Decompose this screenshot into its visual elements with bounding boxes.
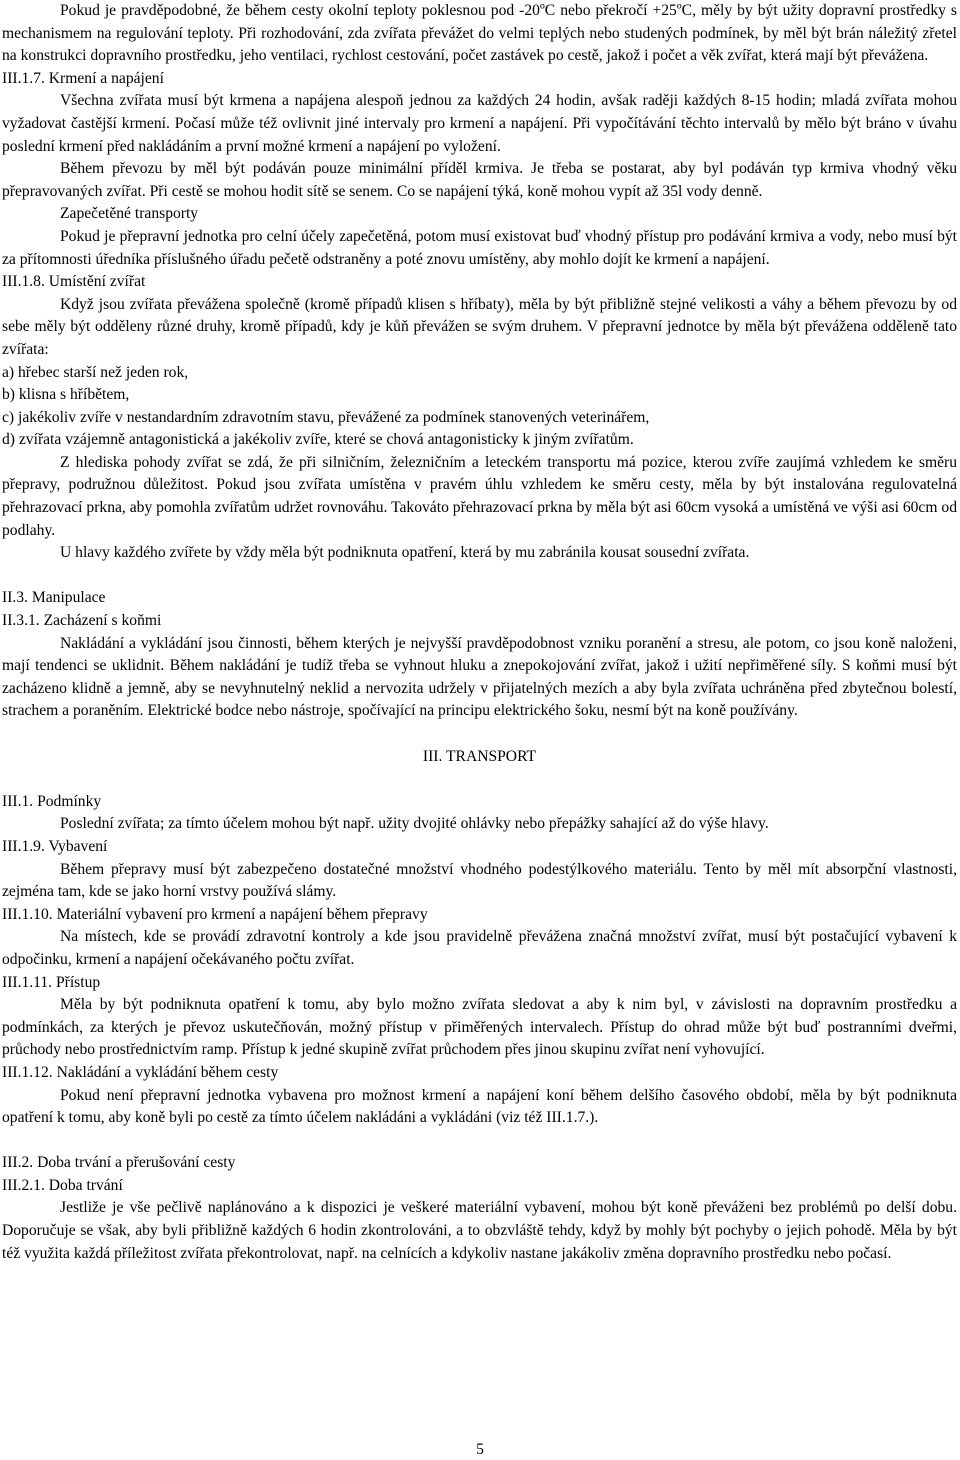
paragraph-feeding-2: Během převozu by měl být podáván pouze minimální příděl krmiva. Je třeba se postarat, aby byl podáván typ krmiva vhodný věku přepravovaných zvířat. Při cestě se mohou hodit sítě se senem. Co se napájení týká, koně mohou vypít až 35l vody denně. [2,160,957,200]
list-item: d) zvířata vzájemně antagonistická a jakékoliv zvíře, které se chová antagonisticky k jiným zvířatům. [2,431,634,449]
paragraph-loading: Pokud není přepravní jednotka vybavena pro možnost krmení a napájení koní během delšího časového období, měla by být podniknuta opatření k tomu, aby koně byli po cestě za tímto účelem nakládáni a vykládáni (viz též III.1.7.). [2,1086,957,1127]
heading-handling: II.3. Manipulace [2,589,106,607]
heading-feeding-equipment: III.1.10. Materiální vybavení pro krmení a napájení během přepravy [2,905,428,923]
list-item: b) klisna s hříbětem, [2,386,130,404]
paragraph-placement: Když jsou zvířata převážena společně (kromě případů klisen s hříbaty), měla by být přibližně stejné velikosti a váhy a během převozu by od sebe měly být odděleny různé druhy, kromě případů, kdy je kůň převážen se svým druhem. V přepravní jednotce by měla být převážena odděleně tato zvířata: [2,295,957,358]
heading-placement: III.1.8. Umístění zvířat [2,273,146,291]
paragraph-feeding-1: Všechna zvířata musí být krmena a napájena alespoň jednou za každých 24 hodin, avšak raději každých 8-15 hodin; mladá zvířata mohou vyžadovat častější krmení. Počasí může též ovlivnit jiné intervaly pro krmení a napájení. Při vypočítávání těchto intervalů by mělo být bráno v úvahu poslední krmení před nakládáním a první možné krmení a napájení po vyložení. [2,92,957,155]
heading-sealed-transports: Zapečetěné transporty [60,205,199,223]
list-item: a) hřebec starší než jeden rok, [2,363,189,381]
page-number: 5 [476,1441,484,1458]
paragraph-temperature: Pokud je pravděpodobné, že během cesty okolní teploty poklesnou pod -20ºC nebo překročí +25ºC, měly by být užity dopravní prostředky s mechanismem na regulování teploty. Při rozhodování, zda zvířata převážet do velmi teplých nebo studených podmínek, by měl být brán náležitý zřetel na konstrukci dopravního prostředku, jeho ventilaci, rychlost cestování, počet zastávek po cestě, jakož i počet a věk zvířat, která mají být převážena. [2,2,957,65]
paragraph-conditions: Poslední zvířata; za tímto účelem mohou být např. užity dvojité ohlávky nebo přepážky sahající až do výše hlavy. [60,815,769,833]
paragraph-biting: U hlavy každého zvířete by vždy měla být podniknuta opatření, která by mu zabránila kousat sousední zvířata. [60,544,750,562]
paragraph-access: Měla by být podniknuta opatření k tomu, aby bylo možno zvířata sledovat a aby k nim byl, v závislosti na dopravním prostředku a podmínkách, za kterých je převoz uskutečňován, možný přístup v přiměřených intervalech. Přístup do ohrad může být buď postranními dveřmi, průchody nebo prostřednictvím ramp. Přístup k jedné skupině zvířat průchodem přes jinou skupinu zvířat není vyhovující. [2,996,957,1059]
paragraph-duration: Jestliže je vše pečlivě naplánováno a k dispozici je veškeré materiální vybavení, mohou být koně převáženi bez problémů po delší dobu. Doporučuje se však, aby byli přibližně každých 6 hodin zkontrolováni, a to obzvláště tehdy, když by mohly být pochyby o jejich pohodě. Měla by být též využita každá příležitost zvířata překontrolovat, např. na celnících a kdykoliv nastane jakákoliv změna dopravního prostředku nebo počasí. [2,1199,957,1262]
heading-horse-handling: II.3.1. Zacházení s koňmi [2,612,162,630]
section-title-transport: III. TRANSPORT [422,747,537,765]
heading-access: III.1.11. Přístup [2,973,101,991]
paragraph-equipment: Během přepravy musí být zabezpečeno dostatečné množství vhodného podestýlkového materiálu. Tento by měl mít absorpční vlastnosti, zejména tam, kde se jako horní vrstvy používá slámy. [2,860,957,901]
separation-list [2,362,957,452]
document-page [2,0,957,1265]
heading-feeding: III.1.7. Krmení a napájení [2,69,164,87]
paragraph-position: Z hlediska pohody zvířat se zdá, že při silničním, železničním a leteckém transportu má pozice, kterou zvíře zaujímá vzhledem ke směru přepravy, podružnou důležitost. Pokud jsou zvířata umístěna v pravém úhlu vzhledem ke směru cesty, měla by být instalována regulovatelná přehrazovací prkna, aby pomohla zvířatům udržet rovnováhu. Takováto přehrazovací prkna by měla být asi 60cm vysoká a umístěná ve výši asi 60cm od podlahy. [2,453,957,539]
paragraph-handling: Nakládání a vykládání jsou činnosti, během kterých je nejvyšší pravděpodobnost vzniku poranění a stresu, ale potom, co jsou koně naloženi, mají tendenci se uklidnit. Během nakládání je tudíž třeba se vyhnout hluku a znepokojování zvířat, jakož i užití nepřiměřené síly. S koňmi musí být zacházeno klidně a jemně, aby se nevyhnutelný neklid a nervozita udržely v přijatelných mezích a aby byla zvířata uchráněna před zbytečnou bolestí, strachem a poraněním. Elektrické bodce nebo nástroje, spočívající na principu elektrického šoku, nesmí být na koně používány. [2,634,957,720]
heading-duration: III.2.1. Doba trvání [2,1176,123,1194]
paragraph-feeding-equipment: Na místech, kde se provádí zdravotní kontroly a kde jsou pravidelně převážena značná množství zvířat, musí být postačující vybavení k odpočinku, krmení a napájení očekávaného počtu zvířat. [2,928,957,968]
paragraph-sealed: Pokud je přepravní jednotka pro celní účely zapečetěná, potom musí existovat buď vhodný přístup pro podávání krmiva a vody, nebo musí být za přítomnosti úředníka příslušného úřadu pečetě odstraněny a poté znovu umístěny, aby mohlo dojít ke krmení a napájení. [2,227,957,268]
heading-equipment: III.1.9. Vybavení [2,837,108,855]
heading-conditions: III.1. Podmínky [2,792,102,810]
heading-duration-breaks: III.2. Doba trvání a přerušování cesty [2,1154,236,1172]
list-item: c) jakékoliv zvíře v nestandardním zdravotním stavu, převážené za podmínek stanovených veterinářem, [2,408,650,426]
heading-loading: III.1.12. Nakládání a vykládání během cesty [2,1063,279,1081]
